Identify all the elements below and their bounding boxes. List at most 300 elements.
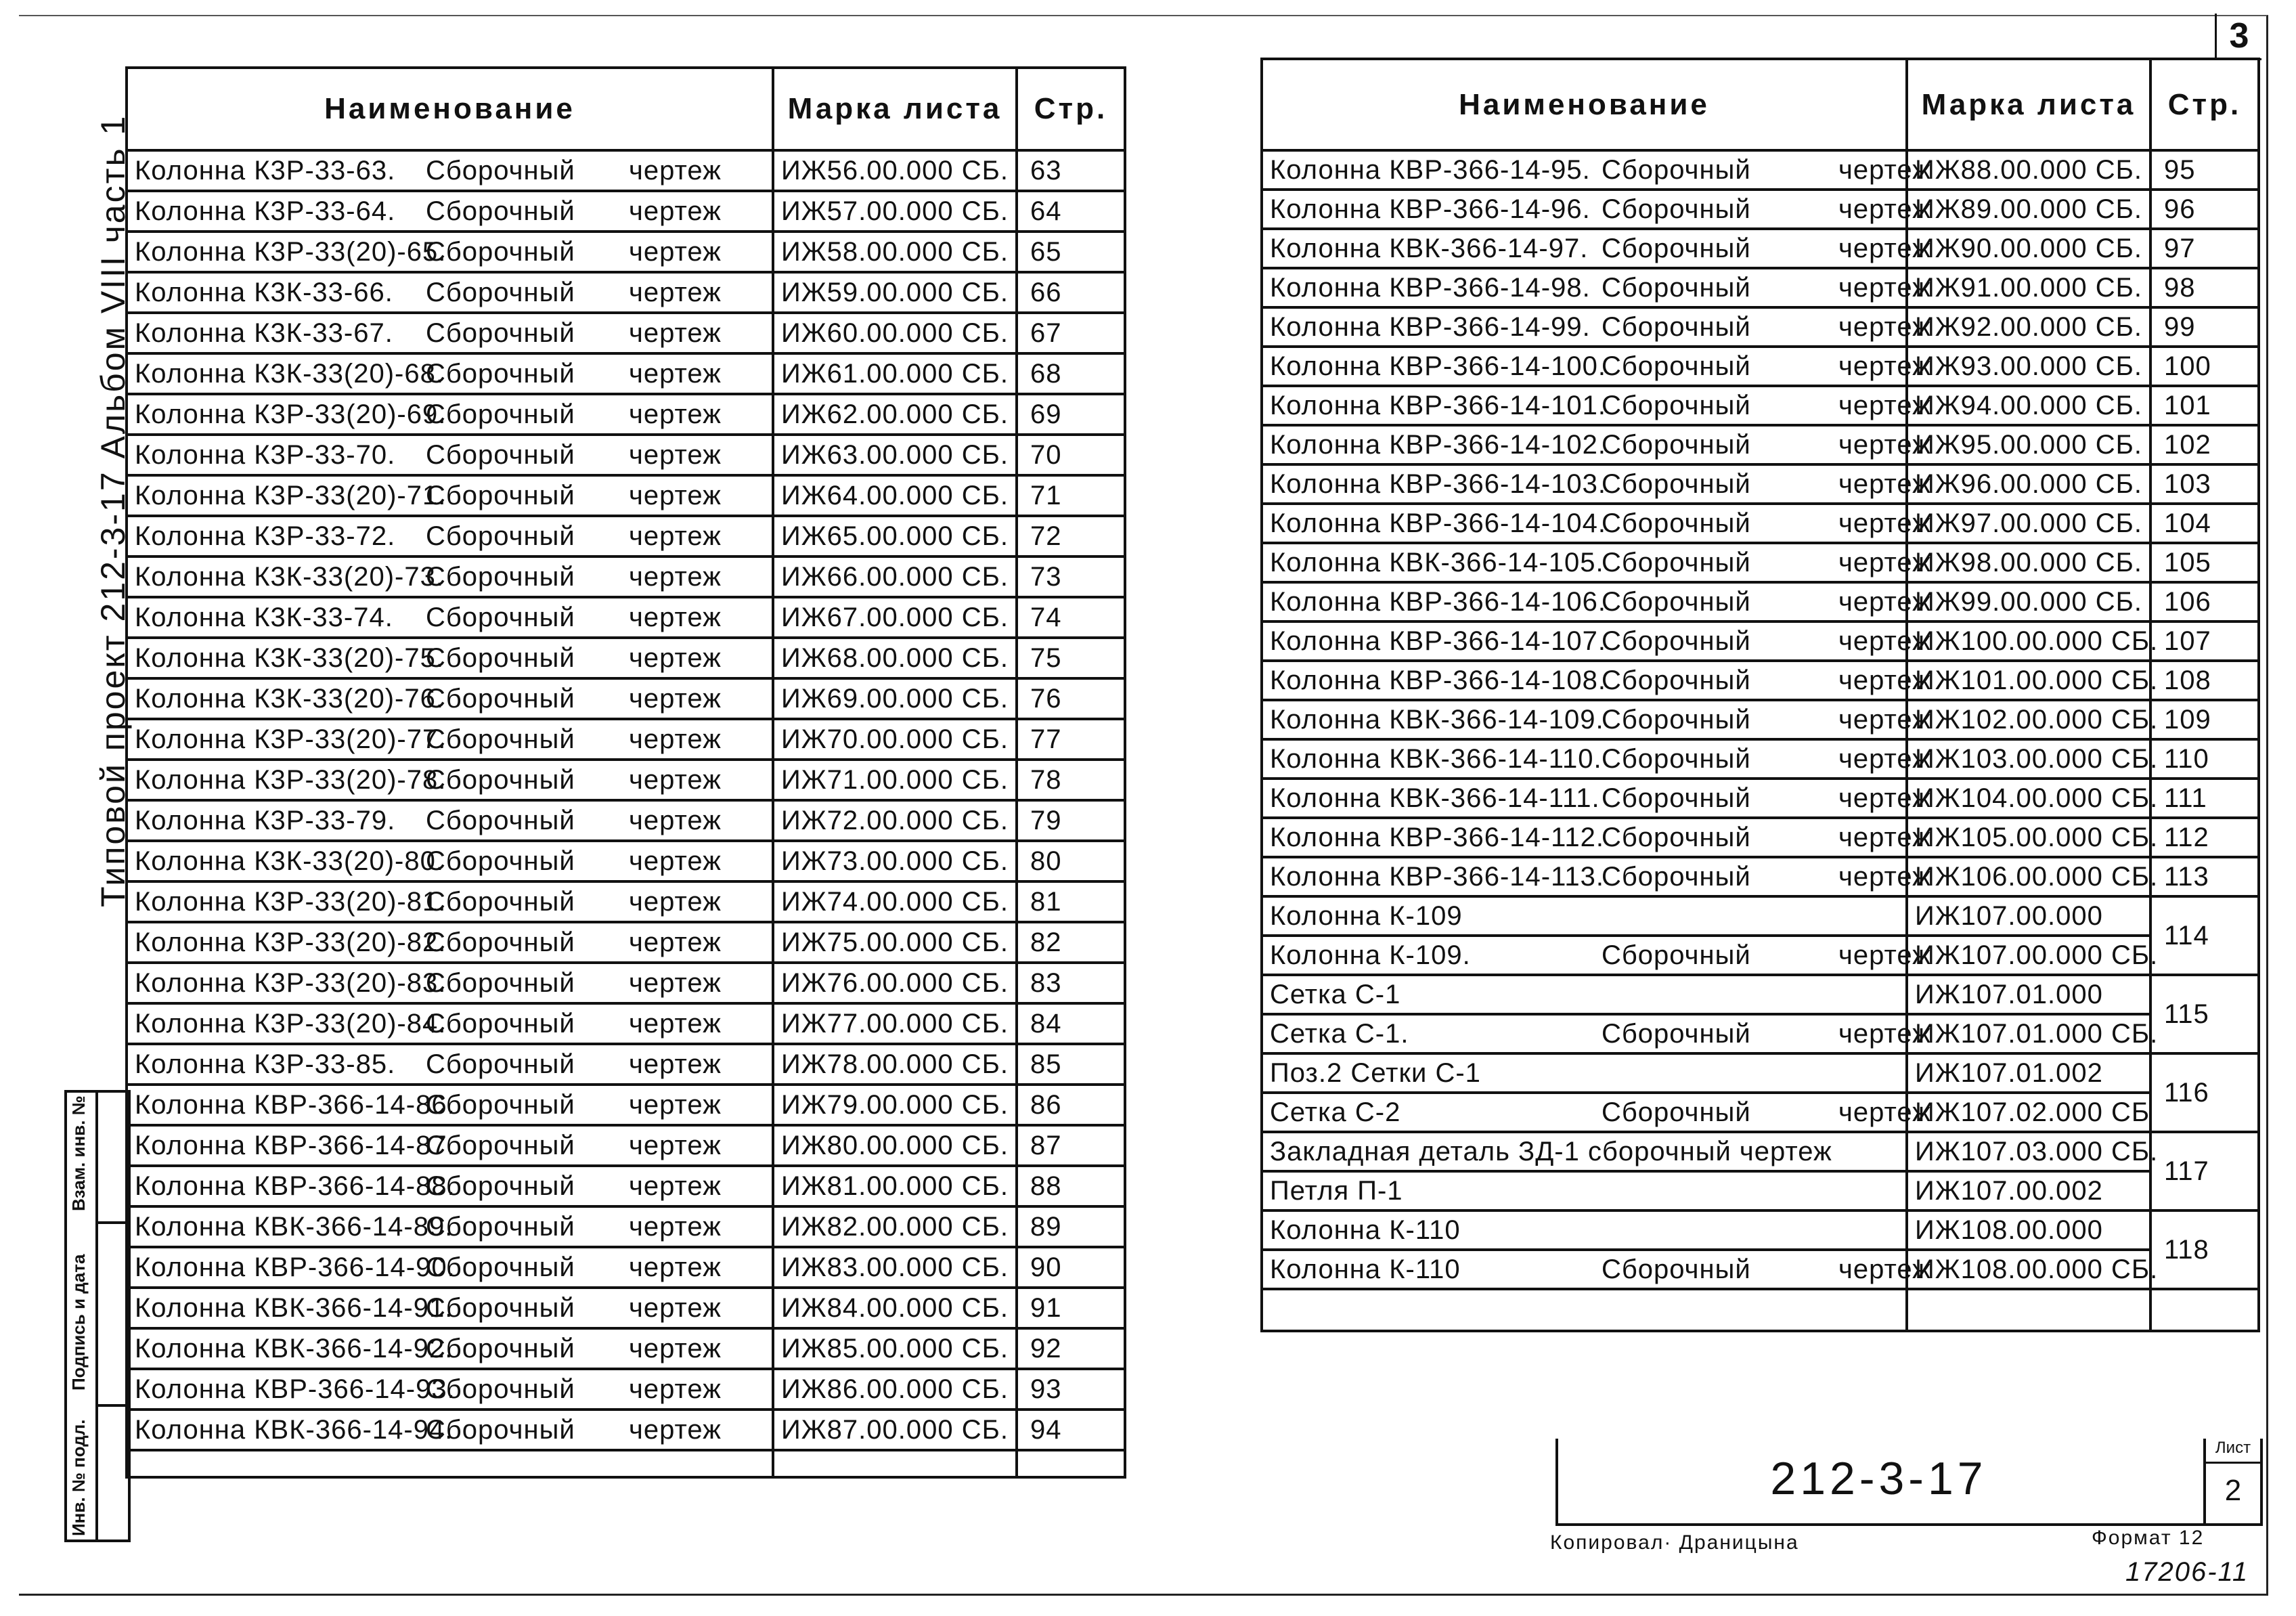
item-name: Колонна К3Р-33(20)-65. (135, 236, 447, 267)
item-name-cell (1262, 936, 1931, 975)
item-doc: чертеж (629, 1008, 722, 1039)
item-type: Сборочный (1602, 783, 1751, 813)
item-doc: чертеж (629, 805, 722, 835)
item-doc: чертеж (629, 724, 722, 754)
item-mark: ИЖ90.00.000 СБ. (1907, 229, 2150, 268)
item-name: Колонна КВК-366-14-92. (135, 1333, 454, 1363)
table-row (1262, 190, 2259, 229)
item-mark: ИЖ60.00.000 СБ. (773, 313, 1017, 353)
item-type: Сборочный (426, 196, 575, 226)
item-doc: чертеж (1838, 547, 1931, 577)
item-name-cell (1262, 347, 1931, 386)
item-mark: ИЖ97.00.000 СБ. (1907, 504, 2150, 543)
item-name-cell (1262, 896, 1907, 936)
item-type: Сборочный (1602, 194, 1751, 224)
table-row (1262, 896, 2259, 936)
item-page: 69 (1017, 394, 1125, 435)
item-name-cell (127, 150, 773, 191)
item-name-cell (1262, 386, 1931, 425)
item-type: Сборочный (426, 642, 575, 673)
item-doc: чертеж (629, 967, 722, 998)
table-row (1262, 1132, 2259, 1171)
item-name-cell (1262, 779, 1931, 818)
item-page: 64 (1017, 191, 1125, 232)
item-page: 110 (2150, 739, 2259, 779)
table-row (1262, 975, 2259, 1014)
item-type: Сборочный (1602, 586, 1751, 617)
item-name: Колонна КВК-366-14-105. (1270, 547, 1604, 577)
table-row (127, 1247, 1125, 1288)
item-type: Сборочный (1602, 704, 1751, 735)
table-row (127, 678, 1125, 719)
item-mark: ИЖ98.00.000 СБ. (1907, 543, 2150, 582)
item-page: 93 (1017, 1369, 1125, 1410)
item-doc: чертеж (629, 886, 722, 917)
item-mark: ИЖ68.00.000 СБ. (773, 638, 1017, 678)
item-name-cell (127, 638, 773, 678)
table-row (127, 881, 1125, 922)
item-page: 115 (2150, 975, 2259, 1053)
item-mark: ИЖ96.00.000 СБ. (1907, 464, 2150, 504)
item-page: 107 (2150, 621, 2259, 661)
table-row (1262, 386, 2259, 425)
table-row (127, 1328, 1125, 1369)
item-doc: чертеж (1838, 665, 1931, 695)
item-mark: ИЖ108.00.000 СБ. (1907, 1250, 2150, 1289)
item-type: Сборочный (426, 805, 575, 835)
item-name: Колонна КВР-366-14-102. (1270, 429, 1606, 460)
item-type: Сборочный (426, 1211, 575, 1242)
table-row (1262, 857, 2259, 896)
item-doc: чертеж (629, 764, 722, 795)
item-name-cell (127, 1125, 773, 1166)
item-name-cell (1262, 1250, 1931, 1289)
item-mark: ИЖ73.00.000 СБ. (773, 841, 1017, 881)
item-type: Сборочный (1602, 822, 1751, 852)
item-page: 65 (1017, 232, 1125, 272)
item-doc: чертеж (1838, 508, 1931, 538)
table-row (127, 597, 1125, 638)
item-page: 83 (1017, 963, 1125, 1003)
item-mark: ИЖ107.00.000 СБ. (1907, 936, 2150, 975)
item-name: Колонна КВК-366-14-97. (1270, 233, 1589, 263)
item-mark: ИЖ61.00.000 СБ. (773, 353, 1017, 394)
item-name: Колонна К3Р-33-85. (135, 1049, 396, 1079)
item-name-cell (127, 556, 773, 597)
item-page: 89 (1017, 1206, 1125, 1247)
item-mark: ИЖ58.00.000 СБ. (773, 232, 1017, 272)
item-mark: ИЖ71.00.000 СБ. (773, 760, 1017, 800)
item-name-cell (1262, 190, 1931, 229)
header-name: Наименование (1262, 59, 1907, 150)
item-name-cell (127, 1166, 773, 1206)
item-doc: чертеж (629, 480, 722, 510)
item-page: 75 (1017, 638, 1125, 678)
item-doc: чертеж (1838, 822, 1931, 852)
item-mark: ИЖ107.02.000 СБ (1907, 1093, 2150, 1132)
item-page: 76 (1017, 678, 1125, 719)
item-name-cell (127, 1410, 773, 1450)
item-type: Сборочный (426, 1008, 575, 1039)
item-mark: ИЖ107.00.002 (1907, 1171, 2150, 1210)
item-mark: ИЖ89.00.000 СБ. (1907, 190, 2150, 229)
item-mark: ИЖ70.00.000 СБ. (773, 719, 1017, 760)
table-row (127, 760, 1125, 800)
item-name-cell (127, 516, 773, 556)
table-row (127, 638, 1125, 678)
item-mark: ИЖ56.00.000 СБ. (773, 150, 1017, 191)
item-name-cell (1262, 1053, 1907, 1093)
item-type: Сборочный (426, 1333, 575, 1363)
item-name: Колонна КВР-366-14-104. (1270, 508, 1606, 538)
item-name: Колонна КВР-366-14-99. (1270, 311, 1591, 342)
table-row (1262, 543, 2259, 582)
table-row (127, 556, 1125, 597)
item-name: Колонна К3Р-33(20)-83. (135, 967, 447, 998)
table-row (1262, 150, 2259, 190)
item-name-cell (127, 435, 773, 475)
item-mark: ИЖ85.00.000 СБ. (773, 1328, 1017, 1369)
item-name: Колонна К3Р-33(20)-77. (135, 724, 447, 754)
item-name: Колонна КВР-366-14-101. (1270, 390, 1606, 420)
item-type: Сборочный (1602, 468, 1751, 499)
item-name: Колонна К3Р-33(20)-69. (135, 399, 447, 429)
item-page: 114 (2150, 896, 2259, 975)
item-name: Колонна К3Р-33(20)-81. (135, 886, 447, 917)
item-name: Колонна КВР-366-14-98. (1270, 272, 1591, 303)
item-name-cell (127, 881, 773, 922)
item-name-cell (127, 1206, 773, 1247)
item-mark: ИЖ107.00.000 (1907, 896, 2150, 936)
item-type: Сборочный (1602, 390, 1751, 420)
format-label: Формат 12 (2092, 1527, 2205, 1549)
item-mark: ИЖ104.00.000 СБ. (1907, 779, 2150, 818)
item-name: Сетка С-1 (1270, 979, 1401, 1009)
item-name: Колонна К3К-33-67. (135, 318, 393, 348)
item-doc: чертеж (629, 277, 722, 307)
item-name-cell (127, 922, 773, 963)
table-row (127, 516, 1125, 556)
item-mark: ИЖ94.00.000 СБ. (1907, 386, 2150, 425)
item-name-cell (127, 597, 773, 638)
item-doc: чертеж (629, 561, 722, 592)
item-name: Колонна К3К-33(20)-76. (135, 683, 444, 714)
item-name: Колонна К3Р-33(20)-84. (135, 1008, 447, 1039)
item-type: Сборочный (1602, 272, 1751, 303)
item-name: Колонна К3К-33-74. (135, 602, 393, 632)
item-name: Поз.2 Сетки С-1 (1270, 1057, 1481, 1088)
table-row (127, 1206, 1125, 1247)
item-page: 67 (1017, 313, 1125, 353)
title-block (1555, 1439, 2263, 1526)
item-mark: ИЖ88.00.000 СБ. (1907, 150, 2150, 190)
item-doc: чертеж (629, 683, 722, 714)
table-row (127, 313, 1125, 353)
item-type: Сборочный (426, 399, 575, 429)
item-type: Сборочный (426, 967, 575, 998)
table-row (127, 841, 1125, 881)
item-mark: ИЖ107.01.000 СБ. (1907, 1014, 2150, 1053)
sheet-number: 2 (2224, 1474, 2242, 1507)
item-type: Сборочный (426, 480, 575, 510)
table-row (1262, 268, 2259, 307)
item-type: Сборочный (426, 236, 575, 267)
item-type: Сборочный (426, 1171, 575, 1201)
item-name-cell (1262, 425, 1931, 464)
item-name-cell (127, 1085, 773, 1125)
item-page: 66 (1017, 272, 1125, 313)
item-name-cell (1262, 661, 1931, 700)
item-name: Колонна КВР-366-14-112. (1270, 822, 1604, 852)
sheet-cell (2203, 1439, 2260, 1523)
item-name-cell (127, 475, 773, 516)
item-page: 98 (2150, 268, 2259, 307)
item-mark: ИЖ92.00.000 СБ. (1907, 307, 2150, 347)
approval-stamp (64, 1090, 131, 1542)
item-name: Колонна КВР-366-14-103. (1270, 468, 1606, 499)
item-name-cell (1262, 1014, 1931, 1053)
item-name: Колонна К3К-33(20)-73. (135, 561, 444, 592)
item-mark: ИЖ65.00.000 СБ. (773, 516, 1017, 556)
table-row (127, 435, 1125, 475)
item-type: Сборочный (426, 886, 575, 917)
item-doc: чертеж (1838, 1254, 1931, 1284)
table-row (1262, 779, 2259, 818)
item-doc: чертеж (1838, 1097, 1931, 1127)
item-mark: ИЖ103.00.000 СБ. (1907, 739, 2150, 779)
item-page: 74 (1017, 597, 1125, 638)
table-row (1262, 700, 2259, 739)
item-name-cell (1262, 700, 1931, 739)
item-name-cell (1262, 504, 1931, 543)
item-name-cell (127, 191, 773, 232)
stamp-podpis: Подпись и дата (68, 1254, 89, 1391)
item-type: Сборочный (1602, 626, 1751, 656)
item-type: Сборочный (426, 764, 575, 795)
item-name: Колонна К-110 (1270, 1215, 1461, 1245)
table-row (127, 922, 1125, 963)
table-row (127, 963, 1125, 1003)
item-name: Колонна К3Р-33-64. (135, 196, 396, 226)
table-row (127, 1085, 1125, 1125)
item-name: Колонна К3К-33-66. (135, 277, 393, 307)
item-name-cell (127, 841, 773, 881)
item-name: Колонна КВК-366-14-111. (1270, 783, 1600, 813)
item-page: 79 (1017, 800, 1125, 841)
item-doc: чертеж (629, 1252, 722, 1282)
table-row (127, 191, 1125, 232)
item-name-cell (127, 1247, 773, 1288)
item-doc: чертеж (1838, 351, 1931, 381)
item-doc: чертеж (629, 1414, 722, 1445)
item-page: 117 (2150, 1132, 2259, 1210)
item-mark: ИЖ83.00.000 СБ. (773, 1247, 1017, 1288)
item-name: Колонна К-109 (1270, 900, 1463, 931)
table-row (1262, 347, 2259, 386)
item-mark: ИЖ106.00.000 СБ. (1907, 857, 2150, 896)
item-name: Колонна КВР-366-14-93. (135, 1374, 456, 1404)
table-row (1262, 229, 2259, 268)
table-row (127, 1369, 1125, 1410)
item-type: Сборочный (426, 439, 575, 470)
table-row (127, 1166, 1125, 1206)
item-mark: ИЖ87.00.000 СБ. (773, 1410, 1017, 1450)
item-type: Сборочный (426, 1414, 575, 1445)
item-page: 111 (2150, 779, 2259, 818)
item-type: Сборочный (1602, 665, 1751, 695)
item-page: 105 (2150, 543, 2259, 582)
item-page: 101 (2150, 386, 2259, 425)
item-name-cell (127, 353, 773, 394)
item-type: Сборочный (426, 1292, 575, 1323)
table-row (127, 1044, 1125, 1085)
item-mark: ИЖ93.00.000 СБ. (1907, 347, 2150, 386)
item-doc: чертеж (1838, 390, 1931, 420)
item-doc: чертеж (1838, 626, 1931, 656)
item-name-cell (1262, 1171, 1907, 1210)
item-mark: ИЖ84.00.000 СБ. (773, 1288, 1017, 1328)
item-doc: чертеж (629, 1130, 722, 1160)
item-page: 99 (2150, 307, 2259, 347)
item-page: 94 (1017, 1410, 1125, 1450)
page-number: 3 (2215, 14, 2261, 60)
item-page: 112 (2150, 818, 2259, 857)
item-page: 104 (2150, 504, 2259, 543)
item-name: Колонна К3К-33(20)-80. (135, 846, 444, 876)
item-page: 96 (2150, 190, 2259, 229)
table-row (1262, 504, 2259, 543)
header-mark: Марка листа (1907, 59, 2150, 150)
item-mark: ИЖ66.00.000 СБ. (773, 556, 1017, 597)
item-name: Колонна К3Р-33-79. (135, 805, 396, 835)
item-mark: ИЖ75.00.000 СБ. (773, 922, 1017, 963)
item-mark: ИЖ99.00.000 СБ. (1907, 582, 2150, 621)
item-mark: ИЖ57.00.000 СБ. (773, 191, 1017, 232)
item-name-cell (1262, 268, 1931, 307)
item-name: Сетка С-1. (1270, 1018, 1409, 1049)
table-row (127, 475, 1125, 516)
item-name-cell (1262, 582, 1931, 621)
item-page: 106 (2150, 582, 2259, 621)
table-row (1262, 307, 2259, 347)
item-page: 102 (2150, 425, 2259, 464)
item-name: Колонна КВК-366-14-109. (1270, 704, 1604, 735)
item-mark: ИЖ64.00.000 СБ. (773, 475, 1017, 516)
item-doc: чертеж (629, 1171, 722, 1201)
table-row (1262, 1053, 2259, 1093)
item-doc: чертеж (629, 1292, 722, 1323)
item-name: Колонна К3Р-33(20)-82. (135, 927, 447, 957)
item-doc: чертеж (1838, 1018, 1931, 1049)
item-page: 118 (2150, 1210, 2259, 1289)
item-doc: чертеж (629, 1333, 722, 1363)
stamp-inv-podl: Инв. № подл. (68, 1419, 89, 1536)
item-doc: чертеж (1838, 940, 1931, 970)
item-mark: ИЖ82.00.000 СБ. (773, 1206, 1017, 1247)
item-name-cell (1262, 150, 1931, 190)
item-type: Сборочный (426, 1374, 575, 1404)
item-doc: чертеж (1838, 311, 1931, 342)
item-type: Сборочный (1602, 547, 1751, 577)
item-page: 88 (1017, 1166, 1125, 1206)
item-type: Сборочный (426, 602, 575, 632)
copied-by: Копировал· Драницына (1550, 1531, 1799, 1554)
item-mark: ИЖ74.00.000 СБ. (773, 881, 1017, 922)
item-page: 81 (1017, 881, 1125, 922)
item-type: Сборочный (426, 927, 575, 957)
item-mark: ИЖ86.00.000 СБ. (773, 1369, 1017, 1410)
item-mark: ИЖ77.00.000 СБ. (773, 1003, 1017, 1044)
item-type: Сборочный (426, 155, 575, 185)
item-mark: ИЖ100.00.000 СБ. (1907, 621, 2150, 661)
table-row (1262, 1250, 2259, 1289)
item-type: Сборочный (426, 277, 575, 307)
item-type: Сборочный (426, 521, 575, 551)
table-row (1262, 621, 2259, 661)
item-name: Колонна КВР-366-14-86. (135, 1089, 456, 1120)
item-name-cell (1262, 621, 1931, 661)
item-name-cell (1262, 543, 1931, 582)
item-type: Сборочный (1602, 311, 1751, 342)
table-row (1262, 818, 2259, 857)
item-page: 72 (1017, 516, 1125, 556)
table-row (127, 800, 1125, 841)
item-doc: чертеж (629, 1049, 722, 1079)
item-doc: чертеж (629, 196, 722, 226)
item-doc: чертеж (629, 318, 722, 348)
item-name-cell (1262, 1093, 1931, 1132)
item-doc: чертеж (629, 927, 722, 957)
item-mark: ИЖ59.00.000 СБ. (773, 272, 1017, 313)
table-row (127, 719, 1125, 760)
item-page: 84 (1017, 1003, 1125, 1044)
table-row (1262, 425, 2259, 464)
item-name-cell (1262, 1132, 1907, 1171)
item-doc: чертеж (1838, 429, 1931, 460)
item-mark: ИЖ105.00.000 СБ. (1907, 818, 2150, 857)
item-doc: чертеж (1838, 586, 1931, 617)
item-name-cell (127, 678, 773, 719)
table-row (127, 232, 1125, 272)
item-name: Колонна КВР-366-14-90. (135, 1252, 456, 1282)
header-name: Наименование (127, 68, 773, 150)
item-name: Колонна К3К-33(20)-68. (135, 358, 444, 389)
item-type: Сборочный (1602, 861, 1751, 892)
item-page: 100 (2150, 347, 2259, 386)
item-doc: чертеж (1838, 743, 1931, 774)
item-mark: ИЖ107.01.002 (1907, 1053, 2150, 1093)
item-name-cell (1262, 229, 1931, 268)
table-row (127, 1003, 1125, 1044)
item-page: 73 (1017, 556, 1125, 597)
item-type: Сборочный (426, 1089, 575, 1120)
item-type: Сборочный (1602, 508, 1751, 538)
item-name: Колонна К-110 (1270, 1254, 1461, 1284)
item-mark: ИЖ76.00.000 СБ. (773, 963, 1017, 1003)
item-name: Колонна К3Р-33-63. (135, 155, 396, 185)
table-row (127, 1410, 1125, 1450)
item-name: Колонна К3Р-33-72. (135, 521, 396, 551)
item-name-cell (127, 800, 773, 841)
table-row (1262, 936, 2259, 975)
item-name-cell (127, 1288, 773, 1328)
item-name: Колонна КВР-366-14-87. (135, 1130, 456, 1160)
item-page: 113 (2150, 857, 2259, 896)
table-row (1262, 1210, 2259, 1250)
item-name-cell (127, 1044, 773, 1085)
item-doc: чертеж (629, 602, 722, 632)
item-type: Сборочный (426, 1049, 575, 1079)
